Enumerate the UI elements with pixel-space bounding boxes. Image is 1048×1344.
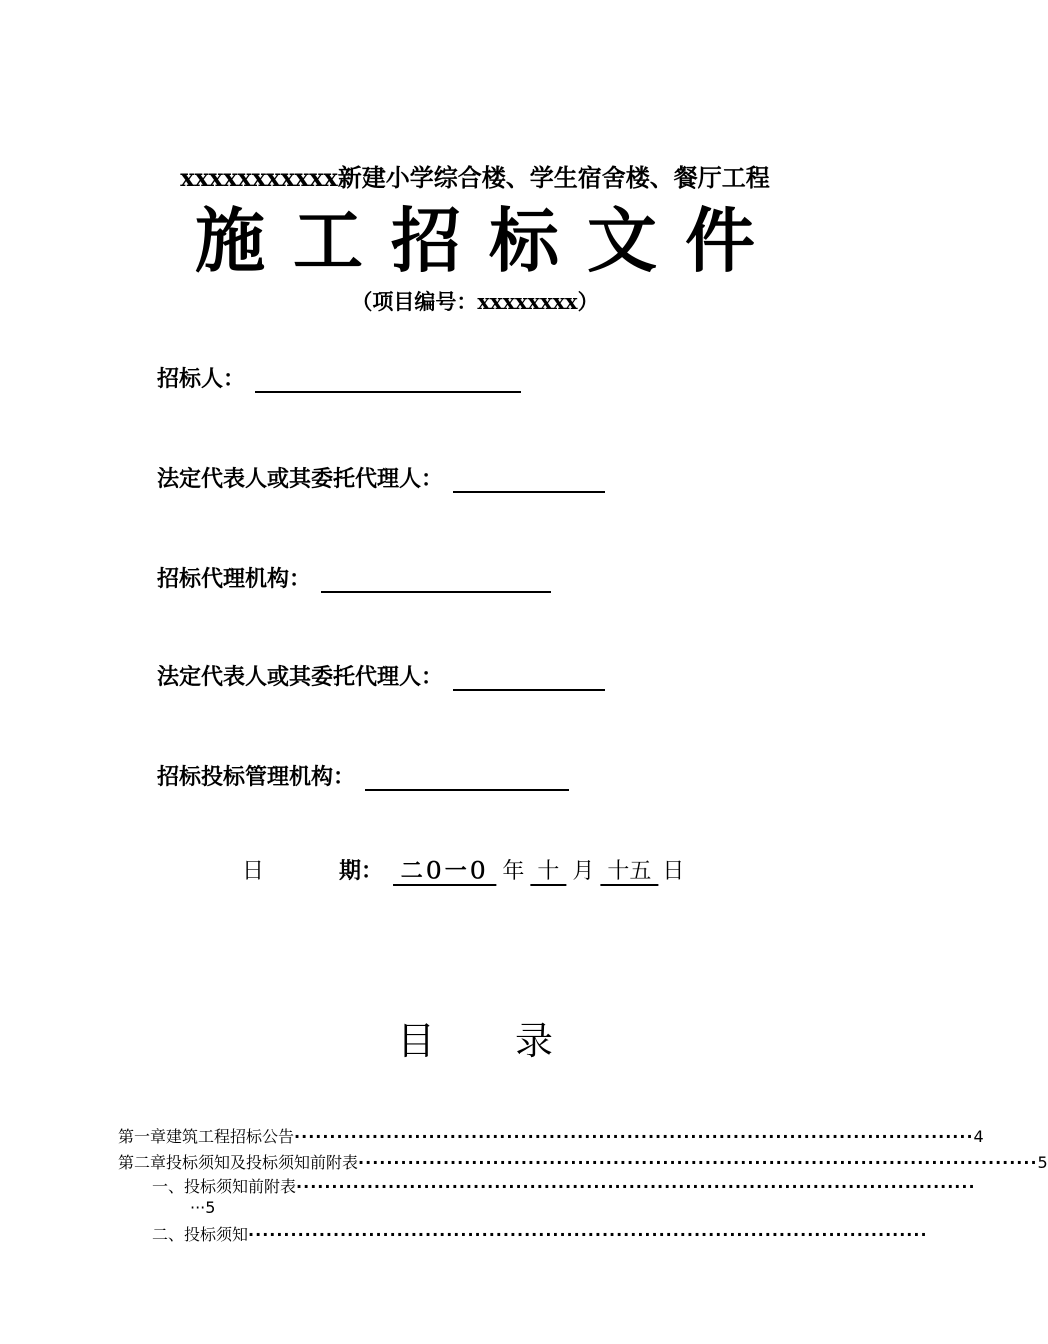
toc-page: 5 bbox=[205, 1198, 216, 1217]
blank-line bbox=[365, 767, 569, 791]
date-month-unit: 月 bbox=[572, 859, 595, 884]
date-label-qi: 期： bbox=[339, 858, 384, 884]
toc-text: 投标须知 bbox=[184, 1225, 249, 1244]
toc-number: 二、 bbox=[152, 1225, 185, 1244]
toc-text: 建筑工程招标公告 bbox=[166, 1127, 295, 1146]
toc-leader: ································································································ bbox=[296, 1177, 976, 1196]
date-year-unit: 年 bbox=[502, 859, 525, 884]
blank-line bbox=[255, 369, 521, 393]
toc-leader: ································································································ bbox=[294, 1127, 974, 1146]
toc-entry[interactable] bbox=[152, 1174, 976, 1197]
toc-entry[interactable] bbox=[118, 1124, 984, 1147]
toc-entry[interactable] bbox=[152, 1222, 928, 1245]
field-tender-agency bbox=[157, 562, 551, 593]
toc-number: 第一章 bbox=[118, 1127, 167, 1146]
date-label-ri: 日 bbox=[242, 859, 265, 884]
date-row bbox=[242, 854, 684, 885]
date-month: 十 bbox=[530, 859, 567, 884]
field-label: 法定代表人或其委托代理人： bbox=[157, 664, 444, 690]
toc-page-continuation bbox=[190, 1198, 215, 1217]
toc-text: 投标须知及投标须知前附表 bbox=[166, 1153, 359, 1172]
blank-line bbox=[453, 667, 605, 691]
field-tender-management bbox=[157, 760, 569, 791]
toc-number: 一、 bbox=[152, 1177, 185, 1196]
project-name: xxxxxxxxxxx新建小学综合楼、学生宿舍楼、餐厅工程 bbox=[180, 163, 770, 192]
date-year: 二０一０ bbox=[393, 858, 497, 884]
field-label: 招标代理机构： bbox=[157, 566, 312, 592]
field-tenderer bbox=[157, 362, 521, 393]
blank-line bbox=[453, 469, 605, 493]
toc-page: 5 bbox=[1037, 1153, 1048, 1172]
blank-line bbox=[321, 569, 551, 593]
toc-title: 目录 bbox=[396, 1019, 633, 1063]
field-agency-legal-representative bbox=[157, 660, 605, 691]
project-number: （项目编号：xxxxxxxx） bbox=[351, 289, 599, 314]
field-label: 招标人： bbox=[157, 366, 246, 392]
document-title: 施工招标文件 bbox=[195, 200, 783, 282]
date-day: 十五 bbox=[600, 859, 659, 884]
date-day-unit: 日 bbox=[662, 859, 685, 884]
toc-text: 投标须知前附表 bbox=[184, 1177, 297, 1196]
toc-leader: ································································································ bbox=[358, 1153, 1038, 1172]
toc-entry[interactable] bbox=[118, 1150, 1048, 1173]
toc-number: 第二章 bbox=[118, 1153, 167, 1172]
field-legal-representative bbox=[157, 462, 605, 493]
field-label: 法定代表人或其委托代理人： bbox=[157, 466, 444, 492]
toc-leader: ································································································ bbox=[248, 1225, 928, 1244]
toc-page: 4 bbox=[973, 1127, 984, 1146]
toc-leader: ··· bbox=[190, 1198, 206, 1217]
field-label: 招标投标管理机构： bbox=[157, 764, 356, 790]
